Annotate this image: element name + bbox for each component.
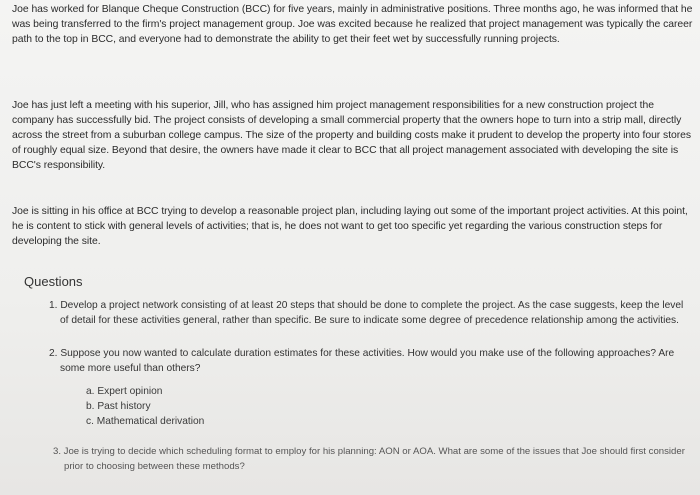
question-3-text: 3. Joe is trying to decide which scheduling format to employ for his planning: AON or AOA. What are some of the issues that Joe should first consider prior to choosing between these methods?: [53, 446, 685, 472]
question-1: [49, 298, 694, 328]
case-paragraph-1: Joe has worked for Blanque Cheque Construction (BCC) for five years, mainly in administrative positions. Three months ago, he was informed that he was being transferred to the firm's project management group. Joe was excited because he realized that project management was typically the career path to the top in BCC, and everyone had to demonstrate the ability to get their feet wet by successfully running projects.: [12, 4, 693, 45]
case-paragraph-3: Joe is sitting in his office at BCC trying to develop a reasonable project plan, including laying out some of the important project activities. At this point, he is content to stick with general levels of activities; that is, he does not want to get too specific yet regarding the various construction steps for developing the site.: [12, 206, 688, 247]
case-paragraph-2: Joe has just left a meeting with his superior, Jill, who has assigned him project management responsibilities for a new construction project the company has successfully bid. The project consists of developing a small commercial property that the owners hope to turn into a strip mall, directly across the street from a suburban college campus. The size of the property and building costs make it prudent to develop the property into four stores of roughly equal size. Beyond that desire, the owners have made it clear to BCC that all project management associated with developing the site is BCC's responsibility.: [12, 100, 692, 171]
question-2-option-b: b. Past history: [86, 401, 151, 412]
questions-heading: Questions: [24, 274, 83, 289]
question-2-option-c: c. Mathematical derivation: [86, 416, 205, 427]
question-2-option-a: a. Expert opinion: [86, 386, 163, 397]
question-2-text: 2. Suppose you now wanted to calculate duration estimates for these activities. How would you make use of the following approaches? Are some more useful than others?: [49, 348, 675, 374]
question-2: [49, 346, 694, 376]
question-3: [53, 444, 695, 474]
question-1-text: 1. Develop a project network consisting of at least 20 steps that should be done to complete the project. As the case suggests, keep the level of detail for these activities general, rather than specific. Be sure to indicate some degree of precedence relationship among the activities.: [49, 300, 684, 326]
